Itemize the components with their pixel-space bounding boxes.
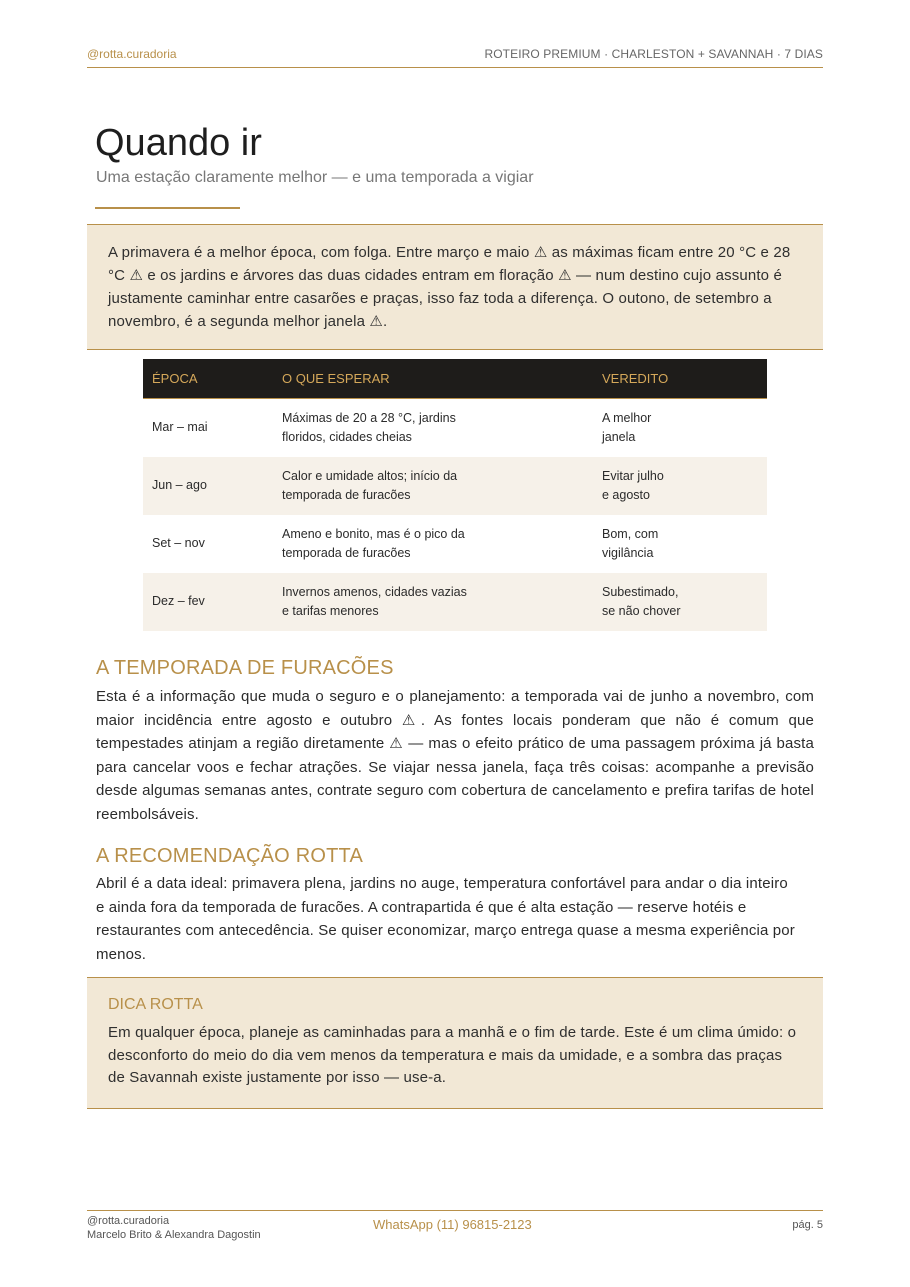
season-table xyxy=(143,359,767,631)
title-underline xyxy=(95,207,240,209)
cell-verdict: A melhor janela xyxy=(602,410,652,444)
page-title: Quando ir xyxy=(95,122,262,164)
col-header-verdict: VEREDITO xyxy=(593,359,767,399)
page-header xyxy=(87,46,823,68)
tip-callout xyxy=(87,977,823,1109)
col-header-period: ÉPOCA xyxy=(143,359,273,399)
footer-authors: Marcelo Brito & Alexandra Dagostin xyxy=(87,1229,261,1241)
table-header-row xyxy=(143,359,767,399)
header-doc-title: ROTEIRO PREMIUM · CHARLESTON + SAVANNAH · 7 DIAS xyxy=(484,47,823,61)
cell-period: Set – nov xyxy=(152,536,205,551)
recommendation-heading: A RECOMENDAÇÃO ROTTA xyxy=(96,845,363,867)
table-row xyxy=(143,399,767,458)
header-brand: @rotta.curadoria xyxy=(87,47,177,61)
cell-verdict: Bom, com vigilância xyxy=(602,526,659,560)
footer-contact: WhatsApp (11) 96815-2123 xyxy=(373,1217,532,1232)
cell-expect: Invernos amenos, cidades vazias e tarifas menores xyxy=(273,573,593,631)
footer-brand: @rotta.curadoria xyxy=(87,1215,170,1227)
page-subtitle: Uma estação claramente melhor — e uma temporada a vigiar xyxy=(96,169,534,186)
tip-text: Em qualquer época, planeje as caminhadas para a manhã e o fim de tarde. Este é um clima úmido: o desconforto do meio do dia vem menos da temperatura e mais da umidade, e a sombra das praças de Savannah existe justamente por isso — use-a. xyxy=(108,1024,797,1086)
intro-text: A primavera é a melhor época, com folga. Entre março e maio ⚠ as máximas ficam entre 20 °C e 28 °C ⚠ e os jardins e árvores das duas cidades entram em floração ⚠ — num destino cujo assunto é justamente caminhar entre casarões e praças, isso faz toda a diferença. O outono, de setembro a novembro, é a segunda melhor janela ⚠. xyxy=(108,244,791,330)
cell-period: Dez – fev xyxy=(143,573,273,631)
hurricane-text: Esta é a informação que muda o seguro e o planejamento: a temporada vai de junho a novembro, com maior incidência entre agosto e outubro ⚠. As fontes locais ponderam que não é comum que tempestades atinjam a região diretamente ⚠ — mas o efeito prático de uma passagem próxima já basta para cancelar voos e fechar atrações. Se viajar nessa janela, faça três coisas: acompanhe a previsão desde algumas semanas antes, contrate seguro com cobertura de cancelamento e prefira tarifas de hotel reembolsáveis. xyxy=(96,688,814,823)
tip-title: DICA ROTTA xyxy=(108,996,203,1013)
intro-callout xyxy=(87,224,823,350)
table-row xyxy=(143,457,767,515)
table-row xyxy=(143,573,767,631)
page-number: pág. 5 xyxy=(792,1219,823,1231)
cell-expect: Máximas de 20 a 28 °C, jardins floridos, cidades cheias xyxy=(282,410,456,444)
cell-verdict: Evitar julho e agosto xyxy=(593,457,767,515)
cell-expect: Ameno e bonito, mas é o pico da temporada de furacões xyxy=(282,526,465,560)
col-header-expect: O QUE ESPERAR xyxy=(273,359,593,399)
recommendation-text: Abril é a data ideal: primavera plena, jardins no auge, temperatura confortável para andar o dia inteiro e ainda fora da temporada de furacões. A contrapartida é que é alta estação — reserve hotéis e restaurantes com antecedência. Se quiser economizar, março entrega quase a mesma experiência por menos. xyxy=(96,875,795,963)
cell-period: Mar – mai xyxy=(152,420,208,435)
table-row xyxy=(143,515,767,573)
cell-expect: Calor e umidade altos; início da temporada de furacões xyxy=(273,457,593,515)
hurricane-heading: A TEMPORADA DE FURACÕES xyxy=(96,657,394,679)
page-footer xyxy=(87,1210,823,1241)
cell-period: Jun – ago xyxy=(143,457,273,515)
footer-credits xyxy=(87,1214,261,1242)
cell-verdict: Subestimado, se não chover xyxy=(593,573,767,631)
